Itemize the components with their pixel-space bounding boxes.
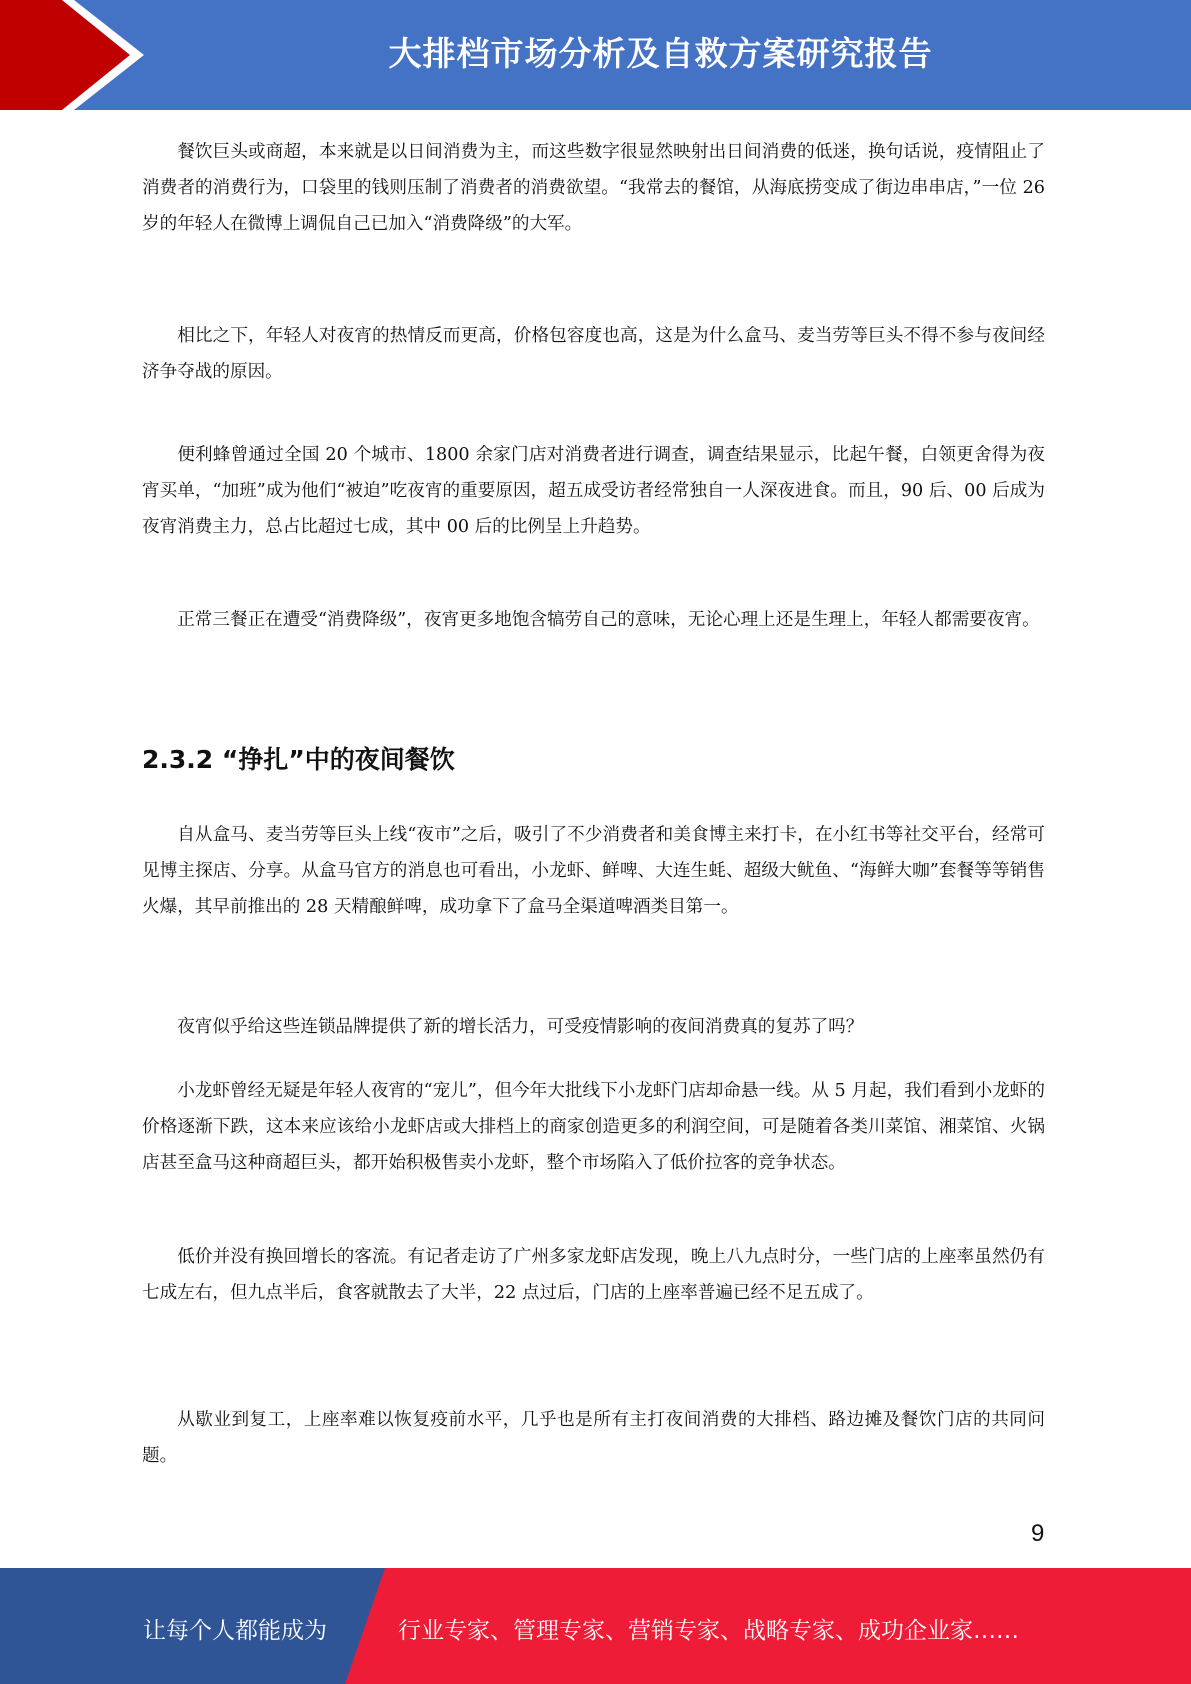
paragraph: 低价并没有换回增长的客流。有记者走访了广州多家龙虾店发现，晚上八九点时分，一些门店的上座率虽然仍有七成左右，但九点半后，食客就散去了大半，22 点过后，门店的上座率普遍已经不足五成了。	[142, 1247, 1045, 1303]
paragraph: 从歇业到复工，上座率难以恢复疫前水平，几乎也是所有主打夜间消费的大排档、路边摊及餐饮门店的共同问题。	[142, 1410, 1045, 1466]
page-header	[0, 0, 1191, 110]
paragraph: 餐饮巨头或商超，本来就是以日间消费为主，而这些数字很显然映射出日间消费的低迷，换句话说，疫情阻止了消费者的消费行为，口袋里的钱则压制了消费者的消费欲望。“我常去的餐馆，从海底捞变成了街边串串店，”一位 26 岁的年轻人在微博上调侃自己已加入“消费降级”的大军。	[142, 142, 1045, 234]
page-number: 9	[1031, 1520, 1045, 1547]
footer-slogan-right: 行业专家、管理专家、营销专家、战略专家、成功企业家……	[398, 1618, 1019, 1644]
paragraph: 便利蜂曾通过全国 20 个城市、1800 余家门店对消费者进行调查，调查结果显示，比起午餐，白领更舍得为夜宵买单，“加班”成为他们“被迫”吃夜宵的重要原因，超五成受访者经常独自一人深夜进食。而且，90 后、00 后成为夜宵消费主力，总占比超过七成，其中 00 后的比例呈上升趋势。	[142, 445, 1045, 537]
paragraph: 小龙虾曾经无疑是年轻人夜宵的“宠儿”，但今年大批线下小龙虾门店却命悬一线。从 5 月起，我们看到小龙虾的价格逐渐下跌，这本来应该给小龙虾店或大排档上的商家创造更多的利润空间，可是随着各类川菜馆、湘菜馆、火锅店甚至盒马这种商超巨头，都开始积极售卖小龙虾，整个市场陷入了低价拉客的竞争状态。	[142, 1081, 1045, 1173]
section-heading: 2.3.2 “挣扎”中的夜间餐饮	[142, 745, 455, 774]
paragraph: 相比之下，年轻人对夜宵的热情反而更高，价格包容度也高，这是为什么盒马、麦当劳等巨头不得不参与夜间经济争夺战的原因。	[142, 326, 1045, 382]
paragraph: 正常三餐正在遭受“消费降级”，夜宵更多地饱含犒劳自己的意味，无论心理上还是生理上，年轻人都需要夜宵。	[177, 610, 1040, 630]
document-title: 大排档市场分析及自救方案研究报告	[388, 34, 933, 73]
paragraph: 夜宵似乎给这些连锁品牌提供了新的增长活力，可受疫情影响的夜间消费真的复苏了吗？	[177, 1017, 864, 1037]
paragraph: 自从盒马、麦当劳等巨头上线“夜市”之后，吸引了不少消费者和美食博主来打卡，在小红书等社交平台，经常可见博主探店、分享。从盒马官方的消息也可看出，小龙虾、鲜啤、大连生蚝、超级大鱿鱼、“海鲜大咖”套餐等等销售火爆，其早前推出的 28 天精酿鲜啤，成功拿下了盒马全渠道啤酒类目第一。	[142, 825, 1045, 917]
footer-slogan-left: 让每个人都能成为	[143, 1618, 327, 1644]
